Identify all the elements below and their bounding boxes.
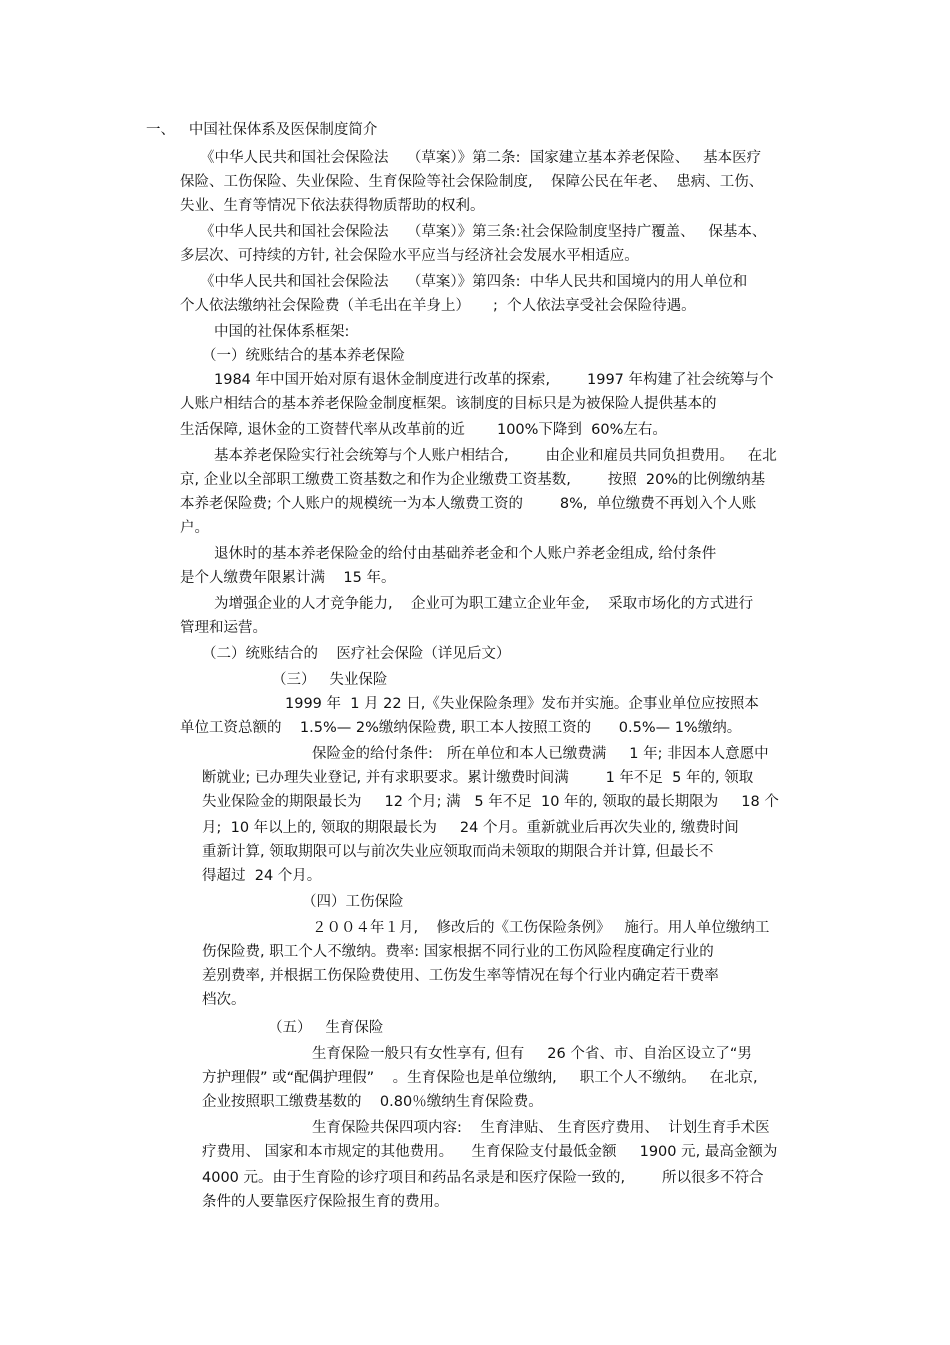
paragraph-line: 单位工资总额的 1.5%— 2%缴纳保险费, 职工本人按照工资的 0.5%— 1%缴纳。 — [180, 720, 742, 736]
paragraph-line: 多层次、可持续的方针, 社会保险水平应当与经济社会发展水平相适应。 — [180, 248, 639, 264]
paragraph-line: 失业、生育等情况下依法获得物质帮助的权利。 — [180, 198, 485, 214]
paragraph-line: 人账户相结合的基本养老保险金制度框架。该制度的目标只是为被保险人提供基本的 — [180, 396, 717, 412]
paragraph-line: 伤保险费, 职工个人不缴纳。费率: 国家根据不同行业的工伤风险程度确定行业的 — [202, 944, 714, 960]
paragraph-line: 生育保险一般只有女性享有, 但有 26 个省、市、自治区设立了“男 — [312, 1046, 752, 1062]
paragraph-line: 《中华人民共和国社会保险法 （草案）》第二条: 国家建立基本养老保险、 基本医疗 — [200, 150, 762, 166]
subsection-heading: （三） 失业保险 — [272, 672, 388, 688]
paragraph-line: 4000 元。由于生育险的诊疗项目和药品名录是和医疗保险一致的, 所以很多不符合 — [202, 1170, 764, 1186]
paragraph-line: 方护理假” 或“配偶护理假” 。生育保险也是单位缴纳, 职工个人不缴纳。 在北京, — [202, 1070, 758, 1086]
subsection-heading: （五） 生育保险 — [268, 1020, 384, 1036]
paragraph-line: 1984 年中国开始对原有退休金制度进行改革的探索, 1997 年构建了社会统筹与个 — [214, 372, 774, 388]
paragraph-line: 断就业; 已办理失业登记, 并有求职要求。累计缴费时间满 1 年不足 5 年的, 领取 — [202, 770, 754, 786]
paragraph-line: 1999 年 1 月 22 日,《失业保险条理》发布并实施。企事业单位应按照本 — [285, 696, 759, 712]
section-heading: 一、 中国社保体系及医保制度简介 — [146, 122, 378, 138]
paragraph-line: 失业保险金的期限最长为 12 个月; 满 5 年不足 10 年的, 领取的最长期限为 18 个 — [202, 794, 779, 810]
paragraph-line: 《中华人民共和国社会保险法 （草案）》第三条:社会保险制度坚持广覆盖、 保基本、 — [200, 224, 767, 240]
paragraph-line: 管理和运营。 — [180, 620, 267, 636]
paragraph-line: 基本养老保险实行社会统筹与个人账户相结合, 由企业和雇员共同负担费用。 在北 — [214, 448, 777, 464]
paragraph-line: 保险、工伤保险、失业保险、生育保险等社会保险制度, 保障公民在年老、 患病、工伤、 — [180, 174, 764, 190]
paragraph-line: 差别费率, 并根据工伤保险费使用、工伤发生率等情况在每个行业内确定若干费率 — [202, 968, 719, 984]
paragraph-line: 是个人缴费年限累计满 15 年。 — [180, 570, 396, 586]
paragraph-line: 户。 — [180, 520, 209, 536]
paragraph-line: 个人依法缴纳社会保险费（羊毛出在羊身上） ; 个人依法享受社会保险待遇。 — [180, 298, 696, 314]
paragraph-line: 条件的人要靠医疗保险报生育的费用。 — [202, 1194, 449, 1210]
subsection-heading: （四）工伤保险 — [302, 894, 404, 910]
paragraph-line: 重新计算, 领取期限可以与前次失业应领取而尚未领取的期限合并计算, 但最长不 — [202, 844, 714, 860]
subsection-heading: （二）统账结合的 医疗社会保险（详见后文） — [202, 646, 511, 662]
paragraph-line: ２００４年１月, 修改后的《工伤保险条例》 施行。用人单位缴纳工 — [312, 920, 770, 936]
paragraph-line: 生活保障, 退休金的工资替代率从改革前的近 100%下降到 60%左右。 — [180, 422, 667, 438]
subheading: 中国的社保体系框架: — [214, 324, 350, 340]
paragraph-line: 得超过 24 个月。 — [202, 868, 322, 884]
paragraph-line: 档次。 — [202, 992, 246, 1008]
paragraph-line: 本养老保险费; 个人账户的规模统一为本人缴费工资的 8%, 单位缴费不再划入个人账 — [180, 496, 757, 512]
paragraph-line: 企业按照职工缴费基数的 0.80％缴纳生育保险费。 — [202, 1094, 543, 1110]
paragraph-line: 京, 企业以全部职工缴费工资基数之和作为企业缴费工资基数, 按照 20%的比例缴纳基 — [180, 472, 766, 488]
paragraph-line: 生育保险共保四项内容: 生育津贴、 生育医疗费用、 计划生育手术医 — [312, 1120, 770, 1136]
paragraph-line: 疗费用、 国家和本市规定的其他费用。 生育保险支付最低金额 1900 元, 最高金额为 — [202, 1144, 778, 1160]
paragraph-line: 保险金的给付条件: 所在单位和本人已缴费满 1 年; 非因本人意愿中 — [312, 746, 769, 762]
paragraph-line: 月; 10 年以上的, 领取的期限最长为 24 个月。重新就业后再次失业的, 缴费时间 — [202, 820, 739, 836]
paragraph-line: 《中华人民共和国社会保险法 （草案）》第四条: 中华人民共和国境内的用人单位和 — [200, 274, 748, 290]
paragraph-line: 为增强企业的人才竞争能力, 企业可为职工建立企业年金, 采取市场化的方式进行 — [214, 596, 754, 612]
subsection-heading: （一）统账结合的基本养老保险 — [202, 348, 405, 364]
paragraph-line: 退休时的基本养老保险金的给付由基础养老金和个人账户养老金组成, 给付条件 — [214, 546, 717, 562]
